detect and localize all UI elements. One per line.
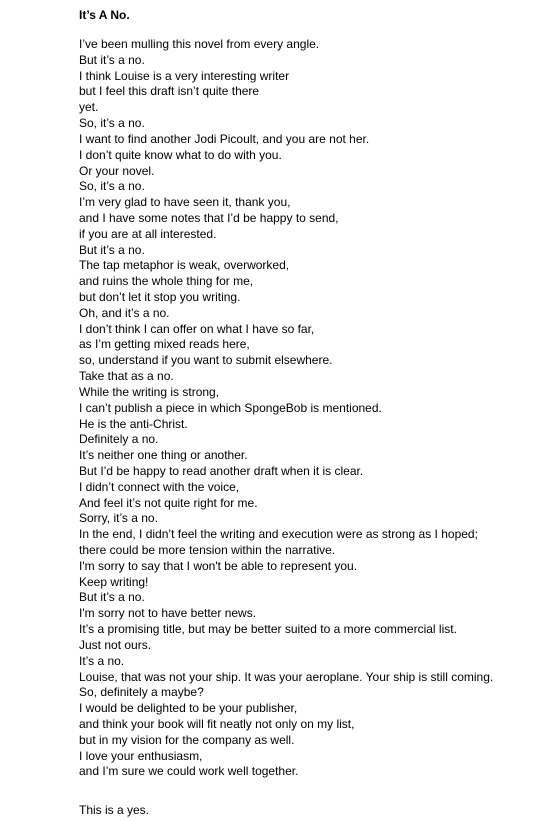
poem-line: He is the anti-Christ. bbox=[79, 416, 188, 431]
poem-line: but I feel this draft isn’t quite there bbox=[79, 84, 260, 99]
poem-line: I don’t quite know what to do with you. bbox=[79, 147, 282, 162]
poem-line: But it’s a no. bbox=[79, 590, 145, 605]
poem-line: but in my vision for the company as well. bbox=[79, 732, 295, 747]
poem-line: there could be more tension within the narrative. bbox=[79, 543, 336, 557]
poem-line: I'm sorry not to have better news. bbox=[79, 606, 257, 621]
poem-line: Just not ours. bbox=[79, 637, 152, 652]
poem-line: And feel it’s not quite right for me. bbox=[79, 495, 258, 510]
document-title: It’s A No. bbox=[79, 8, 130, 22]
poem-line: Or your novel. bbox=[79, 163, 155, 178]
poem-line: Oh, and it’s a no. bbox=[79, 305, 170, 320]
poem-line: So, definitely a maybe? bbox=[79, 685, 204, 700]
poem-line: I want to find another Jodi Picoult, and you are not her. bbox=[79, 131, 370, 146]
poem-line: so, understand if you want to submit elsewhere. bbox=[79, 353, 333, 368]
closing-line: This is a yes. bbox=[79, 803, 150, 817]
poem-line: Keep writing! bbox=[79, 574, 149, 589]
poem-line: if you are at all interested. bbox=[79, 226, 217, 241]
poem-line: It’s a promising title, but may be better suited to a more commercial list. bbox=[79, 622, 457, 637]
poem-body bbox=[79, 37, 493, 780]
poem-line: I can’t publish a piece in which SpongeBob is mentioned. bbox=[79, 400, 382, 415]
poem-line: In the end, I didn’t feel the writing and execution were as strong as I hoped; bbox=[79, 527, 478, 542]
poem-line: as I’m getting mixed reads here, bbox=[79, 337, 250, 352]
poem-line: But it’s a no. bbox=[79, 52, 145, 67]
poem-line: and ruins the whole thing for me, bbox=[79, 274, 254, 289]
poem-line: Louise, that was not your ship. It was your aeroplane. Your ship is still coming. bbox=[79, 669, 494, 684]
poem-line: So, it’s a no. bbox=[79, 179, 145, 194]
poem-line: and I’m sure we could work well together. bbox=[79, 764, 299, 779]
poem-line: I would be delighted to be your publisher, bbox=[79, 701, 298, 716]
poem-line: Sorry, it’s a no. bbox=[79, 511, 158, 526]
poem-line: So, it’s a no. bbox=[79, 116, 145, 131]
poem-line: Take that as a no. bbox=[79, 369, 174, 384]
poem-line: I’ve been mulling this novel from every angle. bbox=[79, 37, 320, 51]
poem-line: I’m very glad to have seen it, thank you, bbox=[79, 195, 291, 210]
poem-line: It’s a no. bbox=[79, 653, 125, 668]
poem-line: but don’t let it stop you writing. bbox=[79, 290, 241, 304]
poem-line: I didn’t connect with the voice, bbox=[79, 479, 240, 494]
poem-line: I don’t think I can offer on what I have so far, bbox=[79, 321, 315, 336]
poem-line: But I’d be happy to read another draft when it is clear. bbox=[79, 463, 364, 478]
poem-line: and I have some notes that I’d be happy to send, bbox=[79, 210, 339, 225]
poem-line: But it’s a no. bbox=[79, 242, 145, 257]
poem-line: While the writing is strong, bbox=[79, 384, 220, 399]
poem-line: I think Louise is a very interesting writer bbox=[79, 68, 290, 83]
poem-line: Definitely a no. bbox=[79, 432, 159, 447]
poem-line: I love your enthusiasm, bbox=[79, 748, 203, 763]
poem-line: and think your book will fit neatly not only on my list, bbox=[79, 716, 355, 731]
poem-line: It’s neither one thing or another. bbox=[79, 448, 248, 463]
poem-line: yet. bbox=[79, 100, 99, 115]
poem-line: I'm sorry to say that I won't be able to represent you. bbox=[79, 558, 358, 573]
poem-line: The tap metaphor is weak, overworked, bbox=[79, 258, 290, 273]
